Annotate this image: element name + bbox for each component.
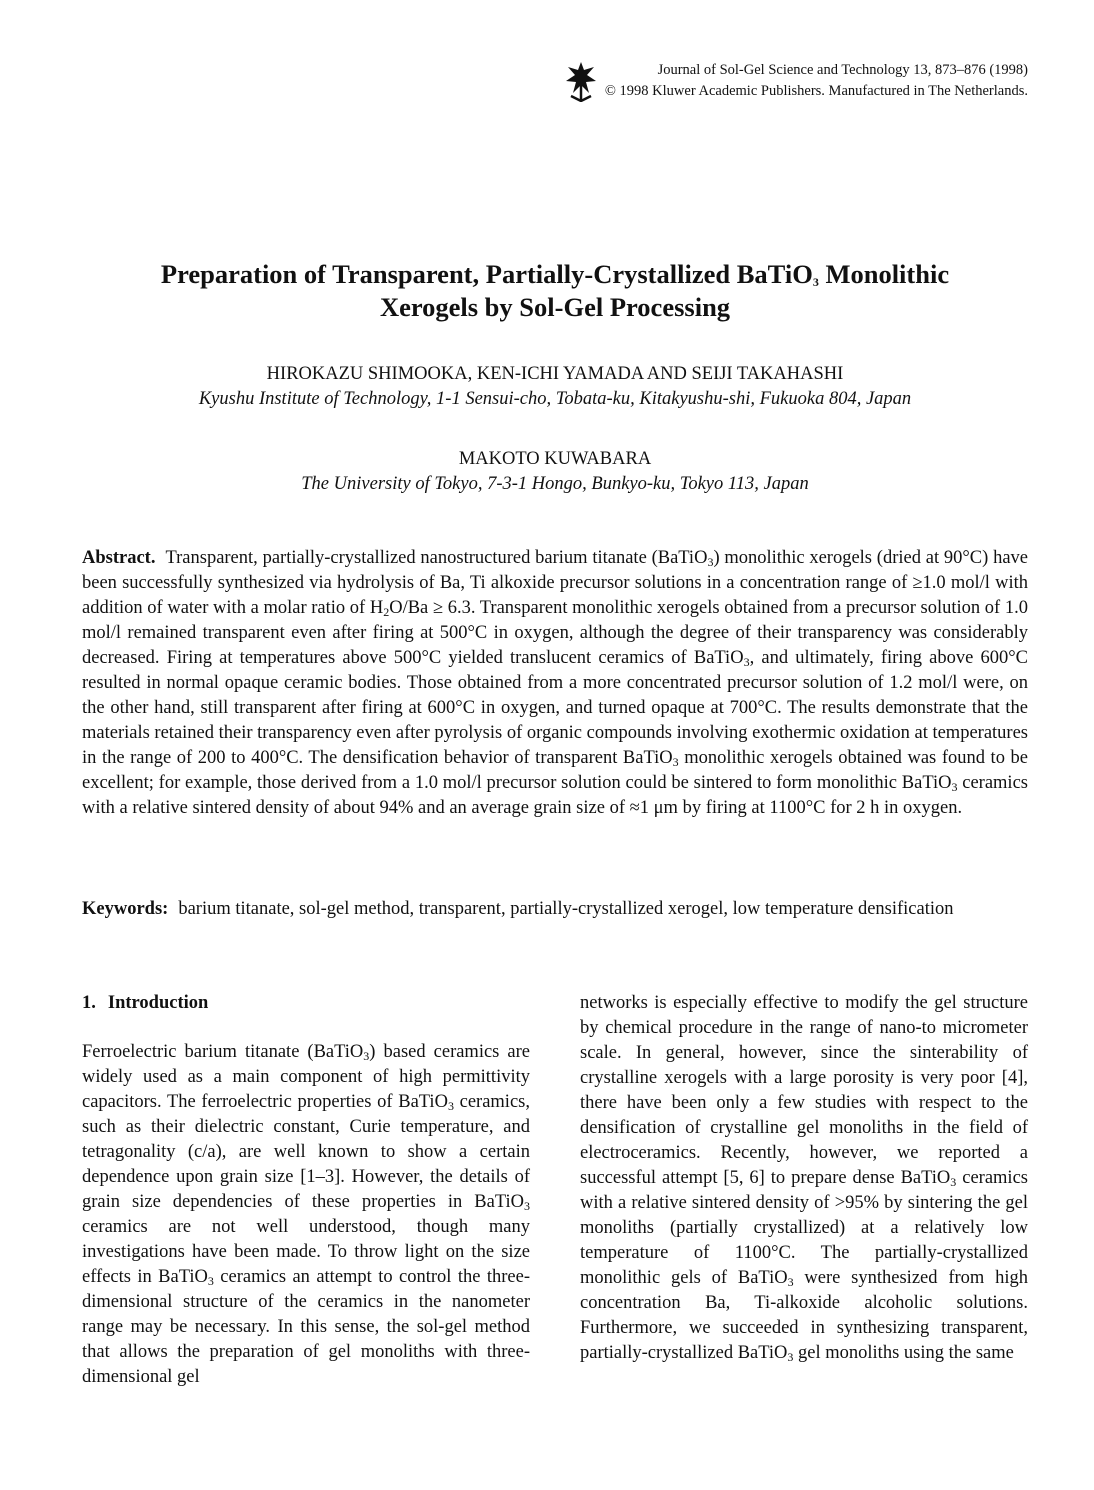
journal-header — [565, 60, 1028, 102]
intro-paragraph-left: Ferroelectric barium titanate (BaTiO$_3$) based ceramics are widely used as a main component of high permittivity capacitors. The ferroelectric properties of BaTiO$_3$ ceramics, such as their dielectric constant, Curie temperature, and tetragonality (c/a), are well known to show a certain dependence upon grain size [1–3]. However, the details of grain size dependencies of these properties in BaTiO$_3$ ceramics are not well understood, though many investigations have been made. To throw light on the size effects in BaTiO$_3$ ceramics an attempt to control the three-dimensional structure of the ceramics in the nanometer range may be necessary. In this sense, the sol-gel method that allows the preparation of gel monoliths with three-dimensional gel — [82, 1042, 530, 1387]
affiliation-1: Kyushu Institute of Technology, 1-1 Sensui-cho, Tobata-ku, Kitakyushu-shi, Fukuoka 804, Japan — [198, 389, 912, 409]
title-line2: Xerogels by Sol-Gel Processing — [379, 292, 731, 322]
title-line1-before: Preparation of Transparent, Partially-Crystallized BaTiO — [160, 259, 813, 289]
title-subscript: 3 — [812, 275, 819, 289]
header-text — [605, 60, 1028, 102]
keywords-label: Keywords: — [82, 899, 169, 919]
right-column — [580, 991, 1028, 1366]
subscript: 3 — [743, 655, 750, 669]
affiliation-2: The University of Tokyo, 7-3-1 Hongo, Bunkyo-ku, Tokyo 113, Japan — [301, 474, 809, 494]
section-title: Introduction — [107, 993, 209, 1013]
subscript: 3 — [363, 1049, 370, 1063]
paper-title — [60, 258, 1050, 324]
abstract — [82, 546, 1028, 821]
subscript: 3 — [787, 1350, 794, 1364]
subscript: 3 — [207, 1274, 214, 1288]
journal-citation: Journal of Sol-Gel Science and Technology 13, 873–876 (1998) — [657, 62, 1028, 78]
author-names-2: MAKOTO KUWABARA — [458, 449, 652, 469]
keywords-text: barium titanate, sol-gel method, transparent, partially-crystallized xerogel, low temperature densification — [178, 899, 954, 919]
subscript: 3 — [950, 1175, 957, 1189]
title-line1-after: Monolithic — [818, 259, 950, 289]
intro-paragraph-right: networks is especially effective to modify the gel structure by chemical procedure in the range of nano-to micrometer scale. In general, however, since the sinterability of crystalline xerogels with a large porosity is very poor [4], there have been only a few studies with respect to the densification of crystalline gel monoliths in the field of electroceramics. Recently, however, we reported a successful attempt [5, 6] to prepare dense BaTiO$_3$ ceramics with a relative sintered density of >95% by sintering the gel monoliths (partially crystallized) at a relatively low temperature of 1100°C. The partially-crystallized monolithic gels of BaTiO$_3$ were synthesized from high concentration Ba, Ti-alkoxide alcoholic solutions. Furthermore, we succeeded in synthesizing transparent, partially-crystallized BaTiO$_3$ gel monoliths using the same — [580, 993, 1029, 1364]
subscript: 3 — [524, 1199, 530, 1213]
keywords — [82, 897, 1028, 922]
subscript: 3 — [951, 780, 958, 794]
subscript: 2 — [383, 605, 390, 619]
kluwer-logo-icon — [565, 60, 597, 102]
subscript: 3 — [672, 755, 679, 769]
subscript: 3 — [447, 1099, 454, 1113]
section-number: 1. — [82, 993, 96, 1013]
subscript: 3 — [787, 1275, 794, 1289]
left-column — [82, 991, 530, 1390]
abstract-label: Abstract. — [82, 548, 156, 568]
section-heading — [82, 991, 530, 1016]
copyright-line: © 1998 Kluwer Academic Publishers. Manufactured in The Netherlands. — [604, 83, 1028, 99]
abstract-body: Transparent, partially-crystallized nanostructured barium titanate (BaTiO$_3$) monolithic xerogels (dried at 90°C) have been successfully synthesized via hydrolysis of Ba, Ti alkoxide precursor solutions in a concentration range of ≥1.0 mol/l with addition of water with a molar ratio of $H_2O/Ba \ge 6.3$. Transparent monolithic xerogels obtained from a precursor solution of 1.0 mol/l remained transparent even after firing at 500°C in oxygen, although the degree of their transparency was considerably decreased. Firing at temperatures above 500°C yielded translucent ceramics of BaTiO$_3$, and ultimately, firing above 600°C resulted in normal opaque ceramic bodies. Those obtained from a more concentrated precursor solution of 1.2 mol/l were, on the other hand, still transparent after firing at 600°C in oxygen, and turned opaque at 700°C. The results demonstrate that the materials retained their transparency even after pyrolysis of organic compounds involving exothermic oxidation at temperatures in the range of 200 to 400°C. The densification behavior of transparent BaTiO$_3$ monolithic xerogels obtained was found to be excellent; for example, those derived from a 1.0 mol/l precursor solution could be sintered to form monolithic BaTiO$_3$ ceramics with a relative sintered density of about 94% and an average grain size of ≈1 μm by firing at 1100°C for 2 h in oxygen. — [82, 548, 1028, 818]
author-names-1: HIROKAZU SHIMOOKA, KEN-ICHI YAMADA AND SEIJI TAKAHASHI — [266, 364, 844, 384]
subscript: 3 — [707, 555, 714, 569]
